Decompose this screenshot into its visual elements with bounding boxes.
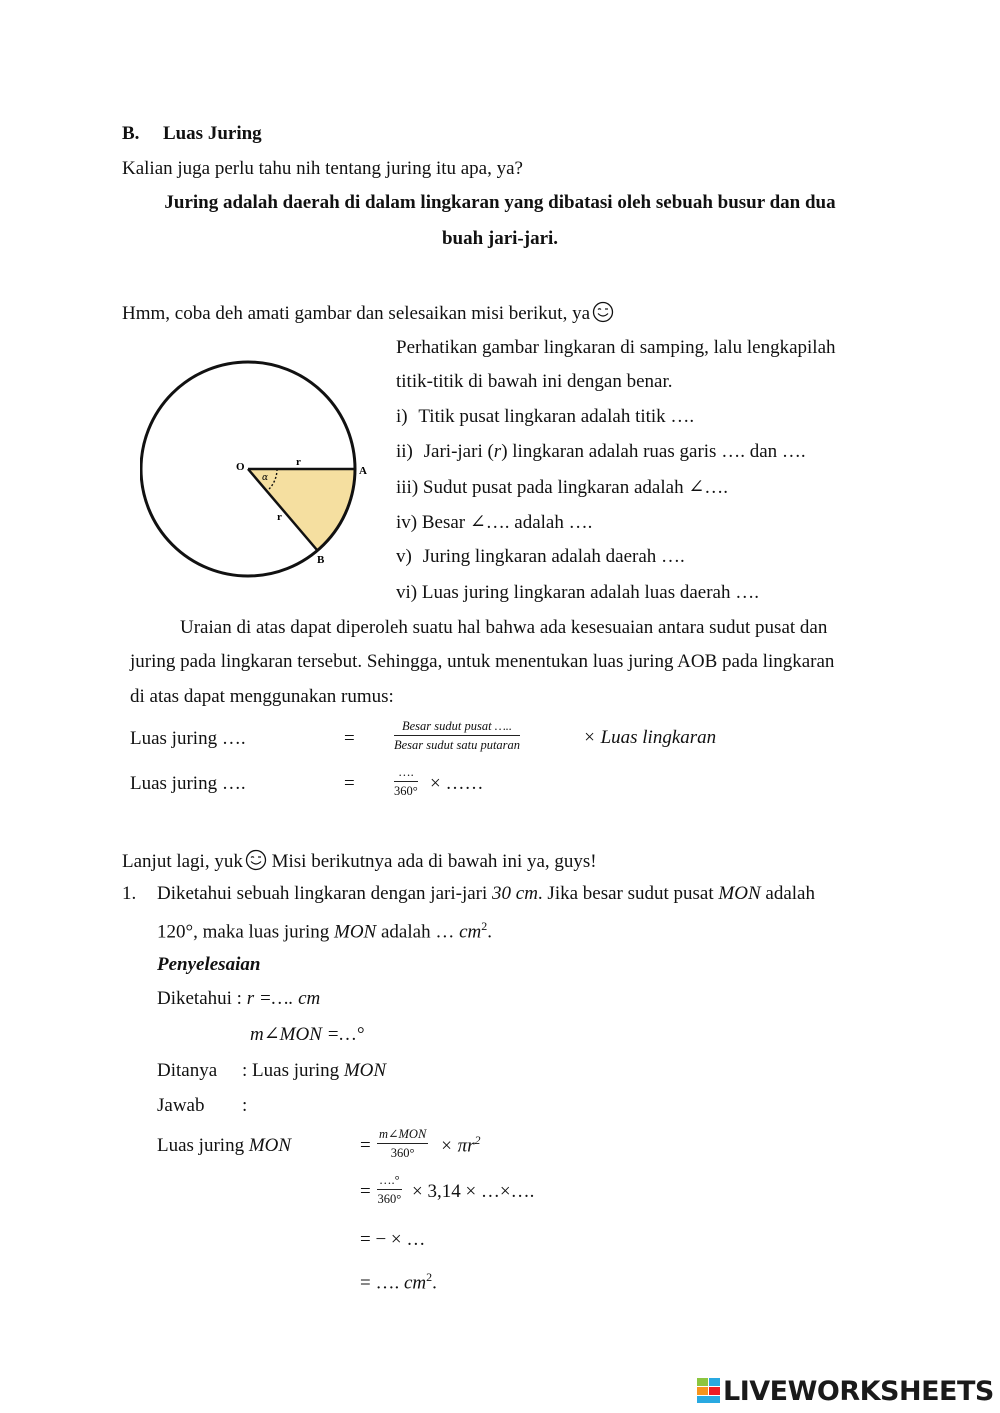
label-a: A <box>359 465 367 477</box>
problem-math: 120° <box>157 921 194 943</box>
step-1-tail <box>440 1134 480 1155</box>
section-letter: B. <box>122 123 140 144</box>
asked-value: : Luas juring <box>242 1060 344 1081</box>
problem-text: adalah … <box>376 921 460 943</box>
problem-text: , maka luas juring <box>193 921 334 943</box>
fraction-numerator: m∠MON <box>377 1128 428 1144</box>
paragraph-line-1: Uraian di atas dapat diperoleh suatu hal bahwa ada kesesuaian antara sudut pusat dan <box>180 617 828 638</box>
problem-math: MON <box>334 921 377 943</box>
step-3: = − × … <box>360 1229 426 1250</box>
next-intro <box>122 849 597 871</box>
item-math: r <box>493 441 502 462</box>
asked-math: MON <box>343 1060 387 1081</box>
problem-text: adalah <box>760 883 815 904</box>
item-number: i) <box>396 406 408 427</box>
item-text: Besar ∠…. adalah …. <box>421 512 593 533</box>
item-text-after: ) lingkaran adalah ruas garis …. dan …. <box>501 441 806 462</box>
next-intro-before: Lanjut lagi, yuk <box>122 851 243 872</box>
definition-line-2: buah jari-jari. <box>441 228 559 249</box>
item-text-before: Jari-jari ( <box>423 441 494 462</box>
list-item <box>396 442 806 461</box>
problem-math: MON <box>718 883 761 904</box>
mission-intro-text: Hmm, coba deh amati gambar dan selesaikan misi berikut, ya <box>122 303 590 324</box>
list-item <box>396 583 759 602</box>
item-text: Sudut pusat pada lingkaran adalah ∠…. <box>422 477 728 498</box>
label-r-top: r <box>296 456 301 468</box>
step-1-text: × πr <box>440 1135 475 1157</box>
problem-math: cm <box>459 921 482 943</box>
item-text: Luas juring lingkaran adalah luas daerah …. <box>421 582 759 603</box>
known-row <box>157 989 320 1008</box>
formula-row-1-equals: = <box>344 728 355 749</box>
winking-smiley-icon <box>592 301 614 323</box>
problem-text: Diketahui sebuah lingkaran dengan jari-jari <box>157 883 493 904</box>
list-item <box>396 547 685 566</box>
solution-lhs <box>157 1136 291 1155</box>
fraction-numerator: Besar sudut pusat ….. <box>394 720 520 736</box>
known-radius: r =…. cm <box>246 988 321 1009</box>
list-item <box>396 513 592 532</box>
problem-line-1 <box>157 884 815 903</box>
asked-label: Ditanya <box>157 1060 218 1081</box>
problem-text: . <box>487 921 492 943</box>
lhs-math: MON <box>248 1135 292 1156</box>
instruction-line-1: Perhatikan gambar lingkaran di samping, lalu lengkapilah <box>396 337 836 358</box>
item-number: vi) <box>396 582 418 603</box>
step-2-equals: = <box>360 1181 371 1202</box>
solution-heading: Penyelesaian <box>157 954 261 975</box>
problem-superscript: 2 <box>481 919 488 933</box>
item-number: ii) <box>396 441 413 462</box>
formula-row-2-tail: × …… <box>430 773 484 794</box>
liveworksheets-logo <box>697 1375 994 1407</box>
label-alpha: α <box>262 473 269 483</box>
step-2-tail: × 3,14 × …×…. <box>412 1181 535 1202</box>
answer-label: Jawab <box>157 1095 205 1116</box>
problem-number: 1. <box>122 883 137 904</box>
section-heading <box>122 124 262 143</box>
mission-intro <box>122 301 614 323</box>
label-b: B <box>317 554 325 566</box>
fraction-denominator: Besar sudut satu putaran <box>394 737 521 752</box>
list-item <box>396 407 694 426</box>
next-intro-after: Misi berikutnya ada di bawah ini ya, guys! <box>266 851 597 872</box>
fraction-numerator: …. <box>394 766 418 782</box>
item-number: iii) <box>396 477 419 498</box>
lhs-text: Luas juring <box>157 1135 249 1156</box>
fraction-numerator: ….° <box>377 1174 402 1190</box>
formula-row-2-fraction <box>394 766 418 797</box>
step-1-superscript: 2 <box>474 1133 481 1147</box>
step-1-fraction <box>377 1128 428 1159</box>
liveworksheets-logo-icon <box>697 1378 721 1404</box>
definition-line-1: Juring adalah daerah di dalam lingkaran yang dibatasi oleh sebuah busur dan dua <box>164 192 836 213</box>
step-4-superscript: 2 <box>426 1270 433 1284</box>
problem-line-2 <box>157 920 492 941</box>
answer-colon: : <box>242 1095 248 1116</box>
formula-row-1-label: Luas juring …. <box>130 728 246 749</box>
formula-row-1-fraction <box>394 720 520 751</box>
asked-row <box>242 1061 386 1080</box>
problem-text: . Jika besar sudut pusat <box>537 883 719 904</box>
step-4-math: cm <box>403 1272 427 1294</box>
instruction-line-2: titik-titik di bawah ini dengan benar. <box>396 371 673 392</box>
known-angle: m∠MON =…° <box>250 1024 364 1045</box>
formula-row-1-tail: × Luas lingkaran <box>583 727 717 748</box>
fraction-denominator: 360° <box>394 783 418 798</box>
label-o: O <box>236 461 245 473</box>
step-4 <box>360 1271 437 1292</box>
paragraph-line-2: juring pada lingkaran tersebut. Sehingga, untuk menentukan luas juring AOB pada lingkaran <box>130 651 835 672</box>
formula-row-2-label: Luas juring …. <box>130 773 246 794</box>
item-text: Titik pusat lingkaran adalah titik …. <box>418 406 695 427</box>
list-item <box>396 478 728 497</box>
step-2-fraction <box>377 1174 402 1205</box>
paragraph-line-3: di atas dapat menggunakan rumus: <box>130 686 394 707</box>
item-text: Juring lingkaran adalah daerah …. <box>422 546 685 567</box>
item-number: v) <box>396 546 412 567</box>
label-r-slant: r <box>277 511 282 523</box>
section-title: Luas Juring <box>162 123 262 144</box>
intro-text: Kalian juga perlu tahu nih tentang juring itu apa, ya? <box>122 158 523 179</box>
problem-math: 30 cm <box>492 883 538 904</box>
fraction-denominator: 360° <box>390 1145 415 1160</box>
item-number: iv) <box>396 512 418 533</box>
circle-figure <box>140 358 380 578</box>
step-1-equals: = <box>360 1135 371 1156</box>
step-4-text: = …. <box>360 1272 404 1294</box>
formula-row-2-equals: = <box>344 773 355 794</box>
fraction-denominator: 360° <box>377 1191 402 1206</box>
winking-smiley-icon <box>245 849 267 871</box>
logo-text: LIVEWORKSHEETS <box>723 1375 994 1407</box>
known-label: Diketahui : <box>157 988 247 1009</box>
step-4-end: . <box>432 1272 437 1294</box>
